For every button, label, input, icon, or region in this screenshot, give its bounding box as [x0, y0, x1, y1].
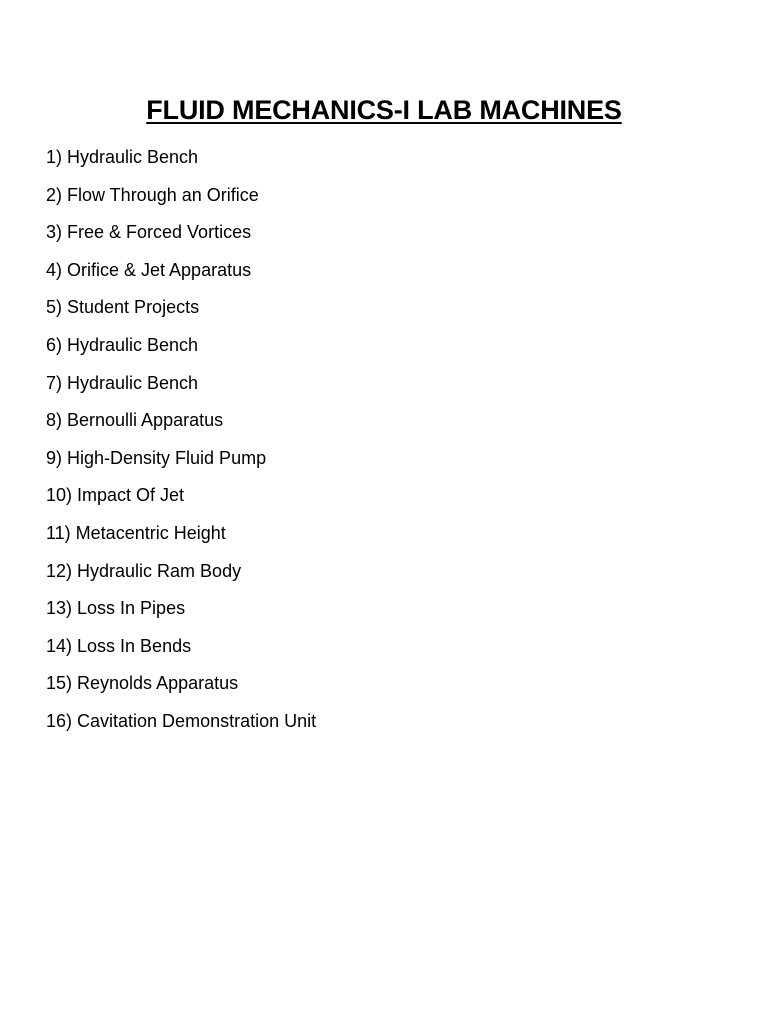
- list-item: 9) High-Density Fluid Pump: [46, 447, 267, 468]
- list-item: 3) Free & Forced Vortices: [46, 222, 252, 243]
- list-item: 13) Loss In Pipes: [46, 598, 186, 619]
- list-item: 12) Hydraulic Ram Body: [46, 560, 242, 581]
- list-item: 4) Orifice & Jet Apparatus: [46, 259, 252, 280]
- list-item: 14) Loss In Bends: [46, 635, 192, 656]
- list-item: 15) Reynolds Apparatus: [46, 673, 239, 694]
- list-item: 1) Hydraulic Bench: [46, 147, 199, 167]
- machine-list: [46, 144, 316, 746]
- list-item: 8) Bernoulli Apparatus: [46, 410, 224, 431]
- list-item: 7) Hydraulic Bench: [46, 372, 199, 393]
- list-item: 11) Metacentric Height: [46, 522, 226, 543]
- list-item: 10) Impact Of Jet: [46, 485, 185, 506]
- list-item: 2) Flow Through an Orifice: [46, 184, 259, 205]
- page-title: FLUID MECHANICS-I LAB MACHINES: [146, 95, 622, 125]
- list-item: 16) Cavitation Demonstration Unit: [46, 710, 317, 731]
- list-item: 5) Student Projects: [46, 297, 200, 318]
- list-item: 6) Hydraulic Bench: [46, 334, 199, 355]
